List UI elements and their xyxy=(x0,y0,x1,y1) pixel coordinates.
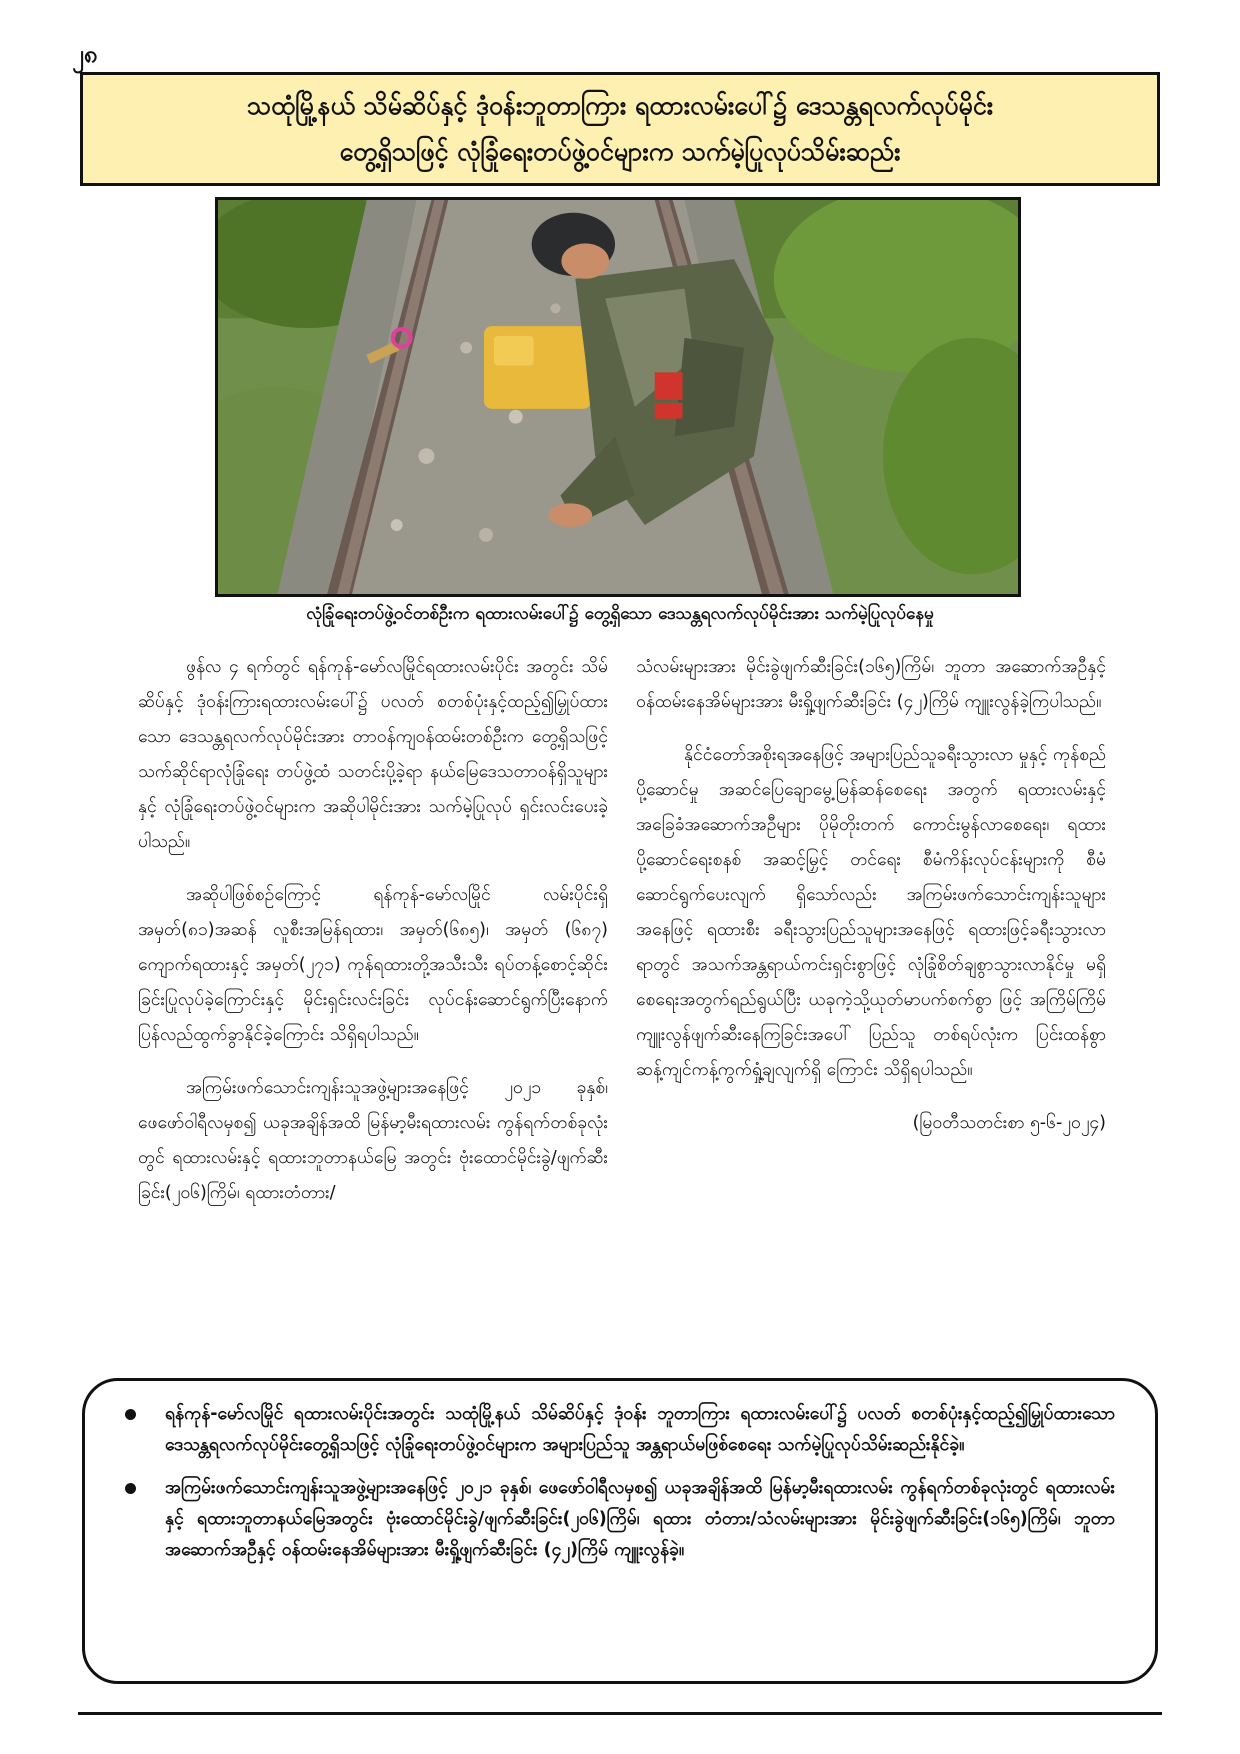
summary-item-1 xyxy=(115,1399,1115,1461)
page-number: ၂၈ xyxy=(72,40,98,68)
article-paragraph-3: အကြမ်းဖက်သောင်းကျန်းသူအဖွဲ့များအနေဖြင့် ၂၀၂၁ ခုနှစ်၊ ဖေဖော်ဝါရီလမှစ၍ ယခုအချိန်အထိ မြန်မာ့မီးရထားလမ်း ကွန်ရက်တစ်ခုလုံးတွင် ရထားလမ်းနှင့် ရထားဘူတာနယ်မြေ အတွင်း ဗုံးထောင်မိုင်းခွဲ/ဖျက်ဆီးခြင်း(၂၀၆)ကြိမ်၊ ရထားတံတား/ xyxy=(138,1078,608,1203)
summary-item-2 xyxy=(115,1473,1115,1566)
bottom-divider xyxy=(78,1712,1162,1715)
summary-text-2: အကြမ်းဖက်သောင်းကျန်းသူအဖွဲ့များအနေဖြင့် ၂၀၂၁ ခုနှစ်၊ ဖေဖော်ဝါရီလမှစ၍ ယခုအချိန်အထိ မြန်မာ့မီးရထားလမ်း ကွန်ရက်တစ်ခုလုံးတွင် ရထားလမ်းနှင့် ရထားဘူတာနယ်မြေအတွင်း ဗုံးထောင်မိုင်းခွဲ/ဖျက်ဆီးခြင်း(၂၀၆)ကြိမ်၊ ရထား တံတား/သံလမ်းများအား မိုင်းခွဲဖျက်ဆီးခြင်း(၁၆၅)ကြိမ်၊ ဘူတာအဆောက်အဦနှင့် ဝန်ထမ်းနေအိမ်များအား မီးရှို့ဖျက်ဆီးခြင်း (၄၂)ကြိမ် ကျူးလွန်ခဲ့။ xyxy=(165,1478,1115,1560)
article-column-left xyxy=(138,650,608,1229)
photo-caption: လုံခြုံရေးတပ်ဖွဲ့ဝင်တစ်ဦးက ရထားလမ်းပေါ်၌ တွေ့ရှိသော ဒေသန္တရလက်လုပ်မိုင်းအား သက်မဲ့ပြုလုပ်နေမှု xyxy=(306,604,934,624)
headline-box xyxy=(80,72,1160,186)
summary-text-1: ရန်ကုန်-မော်လမြိုင် ရထားလမ်းပိုင်းအတွင်း သထုံမြို့နယ် သိမ်ဆိပ်နှင့် ဒုံ၀န်း ဘူတာကြား ရထားလမ်းပေါ်၌ ပလတ် စတစ်ပုံးနှင့်ထည့်၍မြှုပ်ထားသော ဒေသန္တရလက်လုပ်မိုင်းတွေ့ရှိသဖြင့် လုံခြုံရေးတပ်ဖွဲ့ဝင်များက အများပြည်သူ အန္တရာယ်မဖြစ်စေရေး သက်မဲ့ပြုလုပ်သိမ်းဆည်းနိုင်ခဲ့။ xyxy=(165,1404,1115,1455)
summary-box xyxy=(82,1378,1158,1684)
article-column-right xyxy=(636,650,1106,1141)
article-paragraph-4: နိုင်ငံတော်အစိုးရအနေဖြင့် အများပြည်သူခရီးသွားလာ မှုနှင့် ကုန်စည်ပို့ဆောင်မှု အဆင်ပြေချောမွေ့မြန်ဆန်စေရေး အတွက် ရထားလမ်းနှင့်အခြေခံအဆောက်အဦများ ပိုမိုတိုးတက် ကောင်းမွန်လာစေရေး၊ ရထားပို့ဆောင်ရေးစနစ် အဆင့်မြှင့် တင်ရေး စီမံကိန်းလုပ်ငန်းများကို စီမံဆောင်ရွက်ပေးလျက် ရှိသော်လည်း အကြမ်းဖက်သောင်းကျန်းသူများအနေဖြင့် ရထားစီး ခရီးသွားပြည်သူများအနေဖြင့် ရထားဖြင့်ခရီးသွားလာရာတွင် အသက်အန္တရာယ်ကင်းရှင်းစွာဖြင့် လုံခြုံစိတ်ချစွာသွားလာနိုင်မှု မရှိစေရေးအတွက်ရည်ရွယ်ပြီး ယခုကဲ့သို့ယုတ်မာပက်စက်စွာ ဖြင့် အကြိမ်ကြိမ်ကျူးလွန်ဖျက်ဆီးနေကြခြင်းအပေါ် ပြည်သူ တစ်ရပ်လုံးက ပြင်းထန်စွာဆန့်ကျင်ကန့်ကွက်ရှုံ့ချလျက်ရှိ ကြောင်း သိရှိရပါသည်။ xyxy=(636,745,1106,1080)
article-paragraph-1: ဖွန်လ ၄ ရက်တွင် ရန်ကုန်-မော်လမြိုင်ရထားလမ်းပိုင်း အတွင်း သိမ်ဆိပ်နှင့် ဒုံ၀န်းကြားရထားလမ်းပေါ်၌ ပလတ် စတစ်ပုံးနှင့်ထည့်၍မြှုပ်ထားသော ဒေသန္တရလက်လုပ်မိုင်းအား တာဝန်ကျဝန်ထမ်းတစ်ဦးက တွေ့ရှိသဖြင့် သက်ဆိုင်ရာလုံခြုံရေး တပ်ဖွဲ့ထံ သတင်းပို့ခဲ့ရာ နယ်မြေဒေသတာဝန်ရှိသူများနှင့် လုံခြုံရေးတပ်ဖွဲ့ဝင်များက အဆိုပါမိုင်းအား သက်မဲ့ပြုလုပ် ရှင်းလင်းပေးခဲ့ပါသည်။ xyxy=(138,657,608,852)
headline-line-2: တွေ့ရှိသဖြင့် လုံခြုံရေးတပ်ဖွဲ့ဝင်များက သက်မဲ့ပြုလုပ်သိမ်းဆည်း xyxy=(339,137,901,166)
bullet-icon xyxy=(125,1409,136,1420)
news-photo xyxy=(215,197,1021,597)
photo-soldier-defusing-mine-icon xyxy=(218,200,1018,594)
bullet-icon xyxy=(125,1483,136,1494)
headline-line-1: သထုံမြို့နယ် သိမ်ဆိပ်နှင့် ဒုံ၀န်းဘူတာကြား ရထားလမ်းပေါ်၌ ဒေသန္တရလက်လုပ်မိုင်း xyxy=(246,91,994,120)
article-paragraph-3-continued: သံလမ်းများအား မိုင်းခွဲဖျက်ဆီးခြင်း(၁၆၅)ကြိမ်၊ ဘူတာ အဆောက်အဦနှင့် ဝန်ထမ်းနေအိမ်များအား မီးရှို့ဖျက်ဆီးခြင်း (၄၂)ကြိမ် ကျူးလွန်ခဲ့ကြပါသည်။ xyxy=(636,657,1106,712)
article-paragraph-2: အဆိုပါဖြစ်စဉ်ကြောင့် ရန်ကုန်-မော်လမြိုင် လမ်းပိုင်းရှိ အမှတ်(၈၁)အဆန် လူစီးအမြန်ရထား၊ အမှတ်(၆၈၅)၊ အမှတ် (၆၈၇) ကျောက်ရထားနှင့် အမှတ်(၂၇၁) ကုန်ရထားတို့အသီးသီး ရပ်တန့်စောင့်ဆိုင်းခြင်းပြုလုပ်ခဲ့ကြောင်းနှင့် မိုင်းရှင်းလင်းခြင်း လုပ်ငန်းဆောင်ရွက်ပြီးနောက် ပြန်လည်ထွက်ခွာနိုင်ခဲ့ကြောင်း သိရှိရပါသည်။ xyxy=(138,885,608,1045)
news-source: (မြဝတီသတင်းစာ ၅-၆-၂၀၂၄) xyxy=(912,1113,1106,1133)
